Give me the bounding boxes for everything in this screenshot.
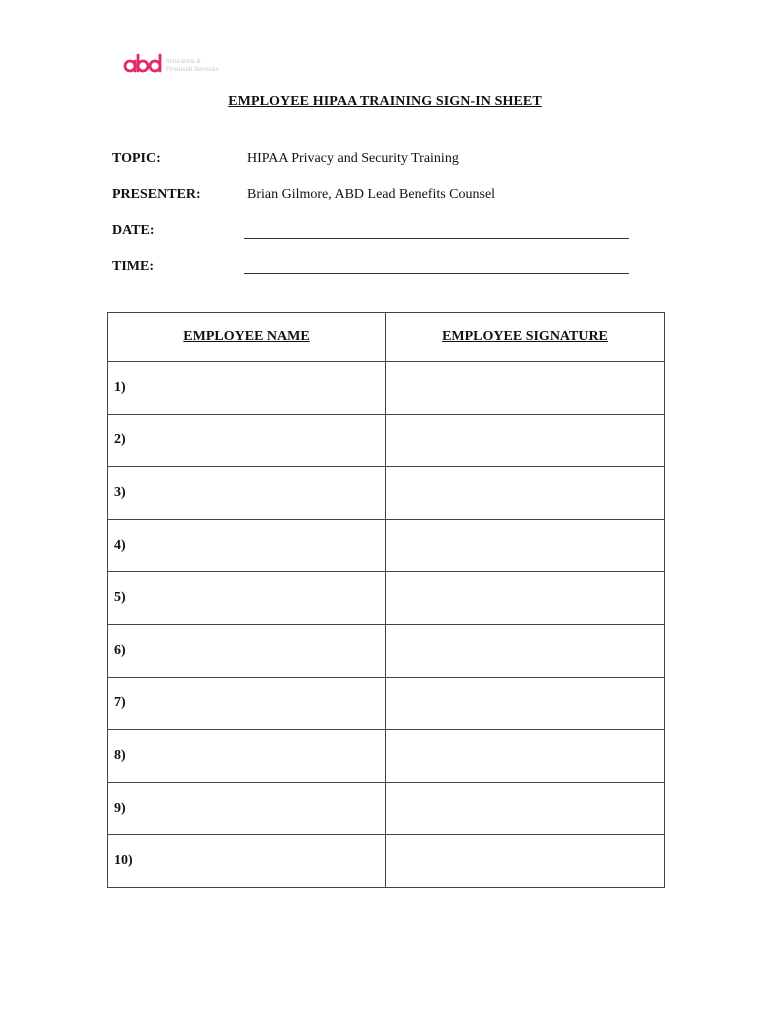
abd-logo-mark-icon	[122, 52, 164, 74]
time-line[interactable]	[244, 273, 629, 274]
time-label: TIME:	[112, 259, 154, 274]
table-row	[108, 835, 665, 888]
employee-signature-cell[interactable]	[386, 782, 665, 835]
logo-tagline-line2: Financial Services	[166, 65, 219, 73]
employee-signature-cell[interactable]	[386, 362, 665, 415]
sign-in-table	[107, 312, 665, 888]
employee-name-cell[interactable]: 7)	[108, 677, 386, 730]
presenter-value: Brian Gilmore, ABD Lead Benefits Counsel	[247, 187, 496, 202]
employee-signature-cell[interactable]	[386, 835, 665, 888]
logo-tagline-line1: Insurance &	[166, 58, 201, 65]
employee-name-cell[interactable]: 1)	[108, 362, 386, 415]
employee-signature-cell[interactable]	[386, 519, 665, 572]
employee-name-cell[interactable]: 6)	[108, 624, 386, 677]
employee-name-cell[interactable]: 2)	[108, 414, 386, 467]
employee-signature-cell[interactable]	[386, 730, 665, 783]
page-title: EMPLOYEE HIPAA TRAINING SIGN-IN SHEET	[228, 94, 542, 109]
table-row	[108, 414, 665, 467]
employee-name-cell[interactable]: 9)	[108, 782, 386, 835]
employee-name-cell[interactable]: 5)	[108, 572, 386, 625]
employee-signature-cell[interactable]	[386, 467, 665, 520]
table-header-row	[108, 313, 665, 362]
date-label: DATE:	[112, 223, 155, 238]
table-row	[108, 782, 665, 835]
table-row	[108, 572, 665, 625]
table-row	[108, 467, 665, 520]
employee-name-header: EMPLOYEE NAME	[108, 313, 386, 362]
table-row	[108, 677, 665, 730]
employee-signature-header: EMPLOYEE SIGNATURE	[386, 313, 665, 362]
abd-logo	[122, 52, 232, 80]
employee-signature-cell[interactable]	[386, 677, 665, 730]
table-row	[108, 362, 665, 415]
presenter-label: PRESENTER:	[112, 187, 201, 202]
employee-signature-cell[interactable]	[386, 414, 665, 467]
logo-tagline	[166, 58, 219, 73]
employee-name-cell[interactable]: 10)	[108, 835, 386, 888]
employee-name-cell[interactable]: 8)	[108, 730, 386, 783]
table-row	[108, 624, 665, 677]
employee-signature-cell[interactable]	[386, 572, 665, 625]
date-line[interactable]	[244, 238, 629, 239]
topic-value: HIPAA Privacy and Security Training	[247, 151, 459, 166]
employee-name-cell[interactable]: 4)	[108, 519, 386, 572]
employee-signature-cell[interactable]	[386, 624, 665, 677]
employee-name-cell[interactable]: 3)	[108, 467, 386, 520]
table-row	[108, 730, 665, 783]
table-row	[108, 519, 665, 572]
topic-label: TOPIC:	[112, 151, 161, 166]
